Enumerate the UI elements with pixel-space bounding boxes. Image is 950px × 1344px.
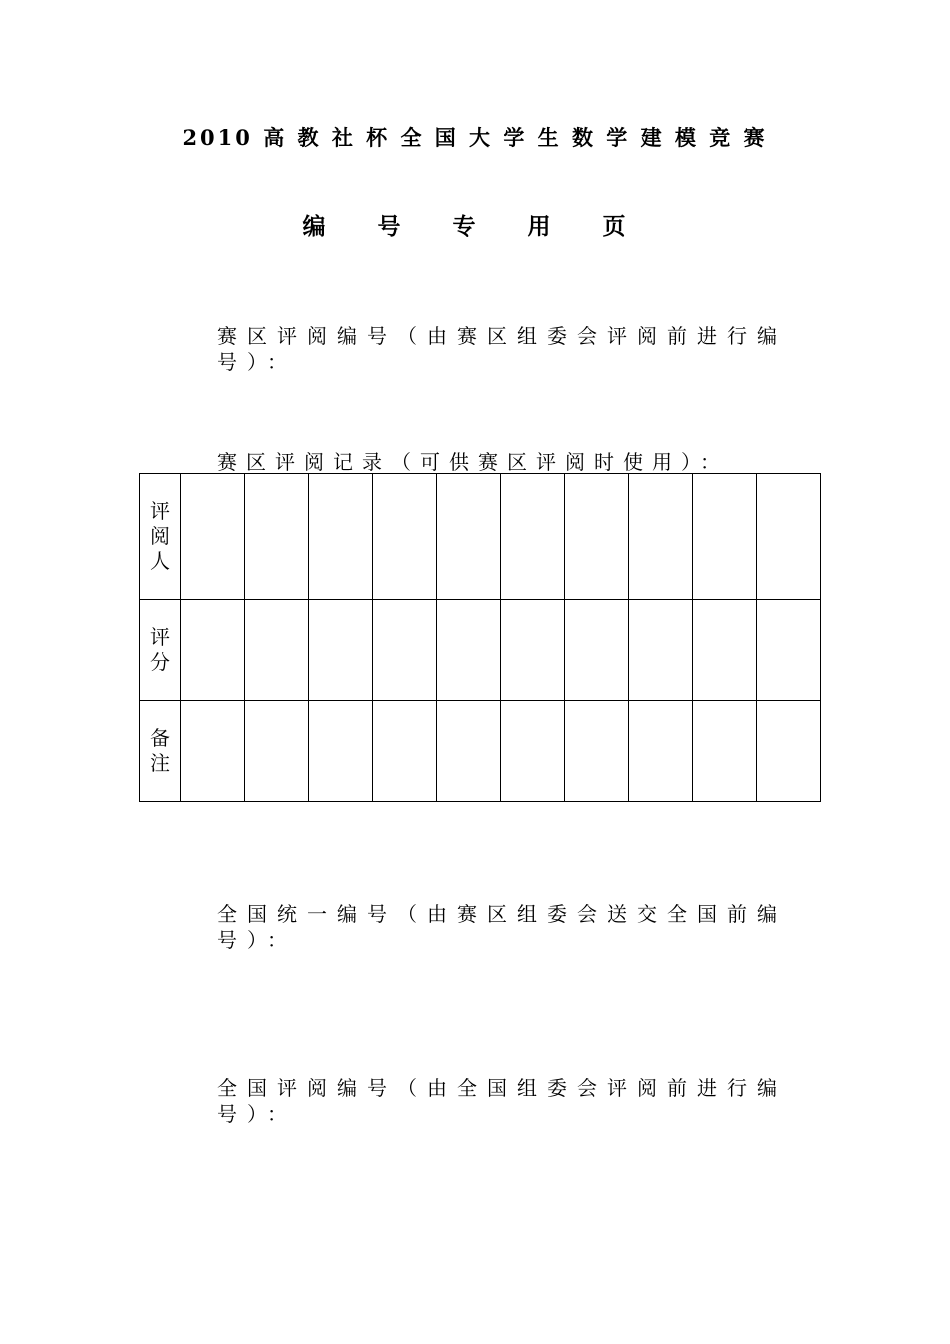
remarks-row	[140, 701, 821, 802]
row-header	[140, 600, 181, 701]
page-subtitle: 编 号 专 用 页	[302, 213, 648, 240]
table-cell[interactable]	[501, 600, 565, 701]
table-cell[interactable]	[693, 474, 757, 600]
row-header	[140, 474, 181, 600]
table-cell[interactable]	[693, 701, 757, 802]
table-cell[interactable]	[373, 474, 437, 600]
table-cell[interactable]	[757, 701, 821, 802]
table-cell[interactable]	[501, 474, 565, 600]
table-cell[interactable]	[309, 701, 373, 802]
table-cell[interactable]	[309, 474, 373, 600]
table-cell[interactable]	[629, 474, 693, 600]
row-header	[140, 701, 181, 802]
page-title: 2010 高 教 社 杯 全 国 大 学 生 数 学 建 模 竞 赛	[182, 125, 768, 150]
table-cell[interactable]	[437, 474, 501, 600]
table-cell[interactable]	[757, 600, 821, 701]
table-cell[interactable]	[565, 474, 629, 600]
table-cell[interactable]	[757, 474, 821, 600]
table-cell[interactable]	[245, 474, 309, 600]
table-cell[interactable]	[565, 600, 629, 701]
score-row	[140, 600, 821, 701]
row-header-label: 评分	[150, 625, 170, 674]
table-cell[interactable]	[565, 701, 629, 802]
table-cell[interactable]	[437, 600, 501, 701]
national-review-number-label: 全国评阅编号（由全国组委会评阅前进行编号）：	[217, 1076, 787, 1126]
table-cell[interactable]	[181, 474, 245, 600]
regional-record-label: 赛区评阅记录（可供赛区评阅时使用）：	[217, 450, 729, 474]
table-cell[interactable]	[437, 701, 501, 802]
regional-number-label: 赛区评阅编号（由赛区组委会评阅前进行编号）：	[217, 324, 787, 374]
table-cell[interactable]	[373, 600, 437, 701]
reviewer-row	[140, 474, 821, 600]
national-unified-number-label: 全国统一编号（由赛区组委会送交全国前编号）：	[217, 902, 787, 952]
table-cell[interactable]	[693, 600, 757, 701]
table-cell[interactable]	[245, 701, 309, 802]
review-record-table	[139, 473, 821, 802]
table-cell[interactable]	[629, 701, 693, 802]
table-cell[interactable]	[181, 701, 245, 802]
table-cell[interactable]	[181, 600, 245, 701]
table-cell[interactable]	[501, 701, 565, 802]
table-cell[interactable]	[309, 600, 373, 701]
row-header-label: 评阅人	[150, 499, 170, 573]
table-cell[interactable]	[629, 600, 693, 701]
table-cell[interactable]	[373, 701, 437, 802]
table-cell[interactable]	[245, 600, 309, 701]
row-header-label: 备注	[150, 726, 170, 775]
